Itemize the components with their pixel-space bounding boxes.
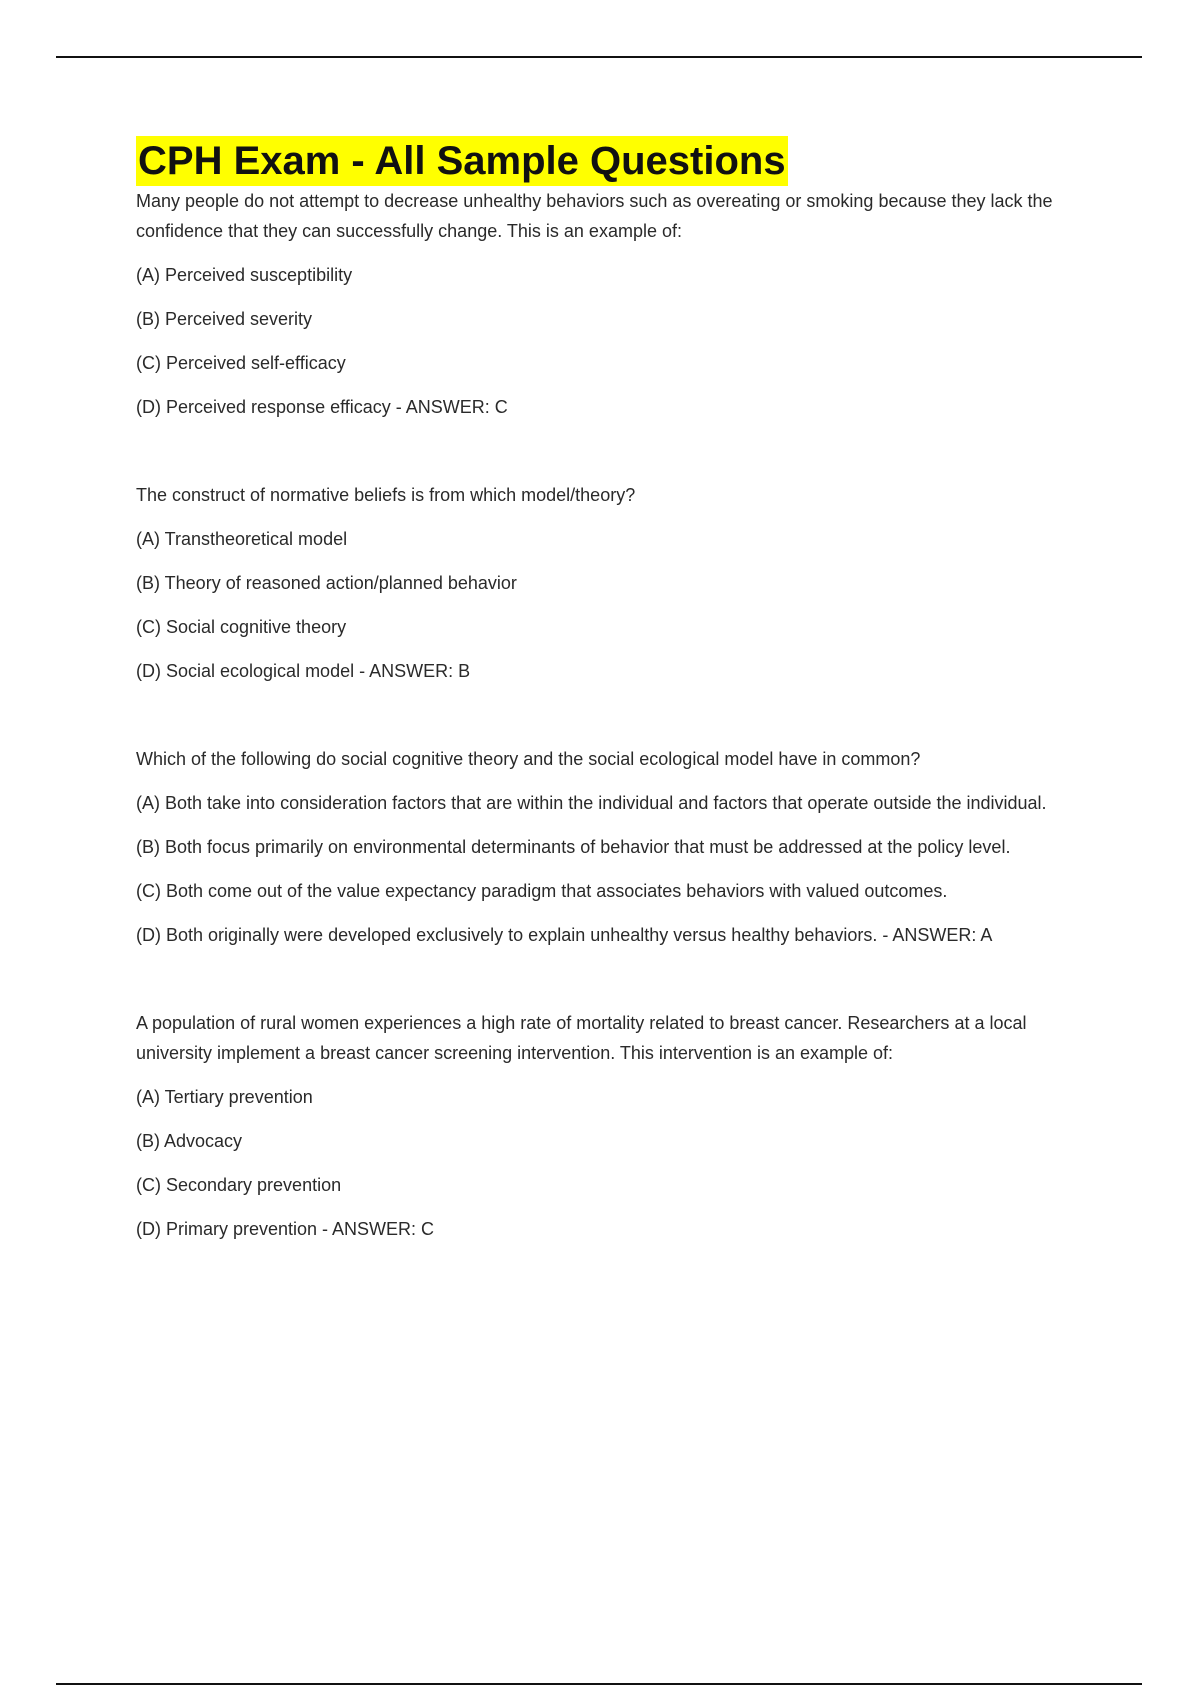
question-text: Many people do not attempt to decrease unhealthy behaviors such as overeating or smoking because they lack the confidence that they can successfully change. This is an example of: [136,191,1053,241]
option-a: (A) Transtheoretical model [136,529,348,549]
top-rule [56,56,1142,58]
document-page [136,136,1096,1244]
option-c: (C) Both come out of the value expectancy paradigm that associates behaviors with valued outcomes. [136,881,948,901]
option-d-answer: (D) Social ecological model - ANSWER: B [136,661,471,681]
question-text: A population of rural women experiences a high rate of mortality related to breast cancer. Researchers at a local university implement a breast cancer screening intervention. This intervention is an example of: [136,1013,1027,1063]
question-text: The construct of normative beliefs is from which model/theory? [136,485,636,505]
option-b: (B) Perceived severity [136,309,313,329]
option-d-answer: (D) Both originally were developed exclusively to explain unhealthy versus healthy behaviors. - ANSWER: A [136,925,993,945]
option-a: (A) Perceived susceptibility [136,265,353,285]
option-c: (C) Perceived self-efficacy [136,353,346,373]
option-a: (A) Both take into consideration factors that are within the individual and factors that operate outside the individual. [136,793,1047,813]
bottom-rule [56,1683,1142,1685]
option-d-answer: (D) Perceived response efficacy - ANSWER: C [136,397,508,417]
question-text: Which of the following do social cognitive theory and the social ecological model have in common? [136,749,921,769]
question-3 [136,744,1096,950]
document-title: CPH Exam - All Sample Questions [136,136,788,186]
question-2 [136,480,1096,686]
option-b: (B) Advocacy [136,1131,243,1151]
option-c: (C) Social cognitive theory [136,617,347,637]
question-1 [136,186,1096,422]
option-d-answer: (D) Primary prevention - ANSWER: C [136,1219,435,1239]
option-b: (B) Both focus primarily on environmental determinants of behavior that must be addressed at the policy level. [136,837,1011,857]
question-4 [136,1008,1096,1244]
option-c: (C) Secondary prevention [136,1175,342,1195]
option-b: (B) Theory of reasoned action/planned behavior [136,573,517,593]
option-a: (A) Tertiary prevention [136,1087,313,1107]
